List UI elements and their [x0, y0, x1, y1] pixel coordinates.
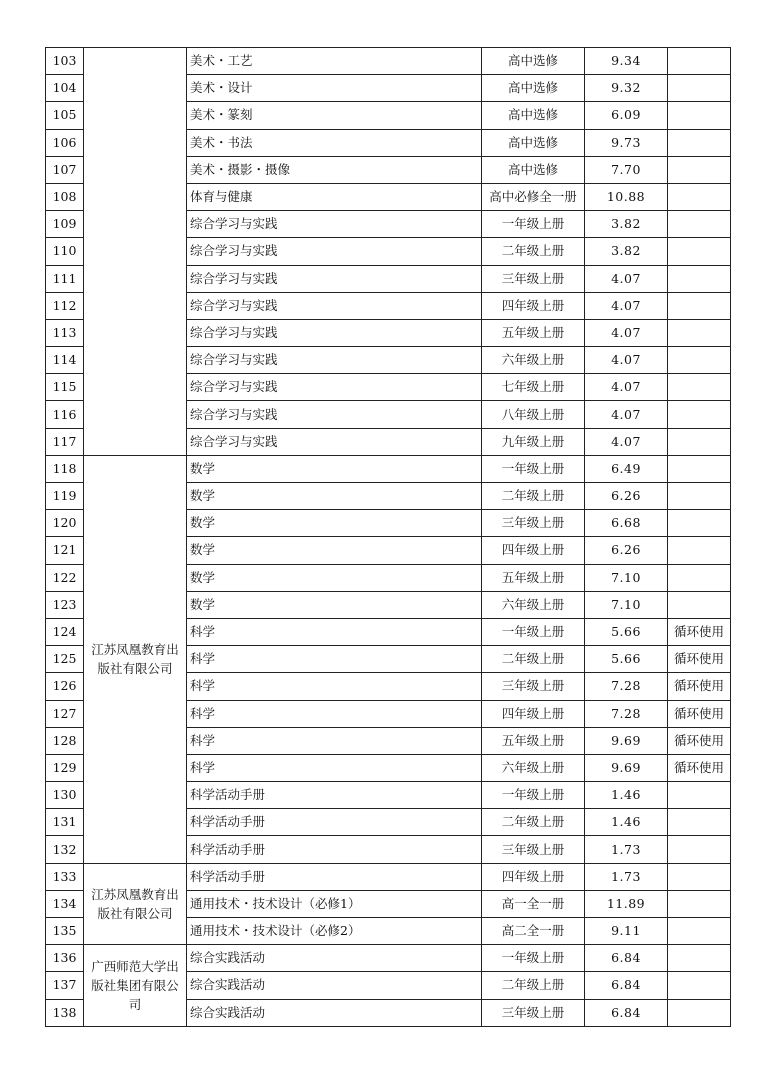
- textbook-name-cell: 数学: [187, 564, 482, 591]
- table-row: [46, 863, 731, 890]
- price-cell: 6.26: [585, 483, 668, 510]
- price-cell: 6.84: [585, 972, 668, 999]
- price-cell: 5.66: [585, 646, 668, 673]
- row-number-cell: 105: [46, 102, 84, 129]
- row-number-cell: 121: [46, 537, 84, 564]
- remark-cell: [668, 265, 731, 292]
- price-cell: 4.07: [585, 401, 668, 428]
- remark-cell: [668, 292, 731, 319]
- remark-cell: [668, 483, 731, 510]
- row-number-cell: 117: [46, 428, 84, 455]
- grade-cell: 四年级上册: [482, 863, 585, 890]
- price-cell: 4.07: [585, 292, 668, 319]
- grade-cell: 三年级上册: [482, 673, 585, 700]
- remark-cell: [668, 183, 731, 210]
- row-number-cell: 133: [46, 863, 84, 890]
- row-number-cell: 106: [46, 129, 84, 156]
- remark-cell: [668, 863, 731, 890]
- publisher-cell: 广西师范大学出版社集团有限公司: [84, 945, 187, 1027]
- grade-cell: 五年级上册: [482, 727, 585, 754]
- remark-cell: [668, 374, 731, 401]
- remark-cell: [668, 428, 731, 455]
- textbook-name-cell: 科学: [187, 618, 482, 645]
- grade-cell: 三年级上册: [482, 510, 585, 537]
- price-cell: 3.82: [585, 211, 668, 238]
- textbook-name-cell: 数学: [187, 510, 482, 537]
- row-number-cell: 104: [46, 75, 84, 102]
- table-row: [46, 455, 731, 482]
- remark-cell: [668, 347, 731, 374]
- grade-cell: 五年级上册: [482, 319, 585, 346]
- grade-cell: 高二全一册: [482, 918, 585, 945]
- price-cell: 9.69: [585, 754, 668, 781]
- price-cell: 6.26: [585, 537, 668, 564]
- price-cell: 6.09: [585, 102, 668, 129]
- textbook-name-cell: 体育与健康: [187, 183, 482, 210]
- publisher-cell: 江苏凤凰教育出版社有限公司: [84, 863, 187, 945]
- row-number-cell: 125: [46, 646, 84, 673]
- remark-cell: [668, 945, 731, 972]
- textbook-name-cell: 综合学习与实践: [187, 211, 482, 238]
- row-number-cell: 107: [46, 156, 84, 183]
- price-cell: 10.88: [585, 183, 668, 210]
- remark-cell: [668, 455, 731, 482]
- price-cell: 1.46: [585, 809, 668, 836]
- textbook-name-cell: 综合学习与实践: [187, 401, 482, 428]
- textbook-name-cell: 科学: [187, 754, 482, 781]
- row-number-cell: 110: [46, 238, 84, 265]
- row-number-cell: 124: [46, 618, 84, 645]
- row-number-cell: 126: [46, 673, 84, 700]
- remark-cell: 循环使用: [668, 673, 731, 700]
- row-number-cell: 103: [46, 48, 84, 75]
- row-number-cell: 111: [46, 265, 84, 292]
- price-cell: 1.73: [585, 836, 668, 863]
- grade-cell: 二年级上册: [482, 972, 585, 999]
- remark-cell: [668, 809, 731, 836]
- textbook-name-cell: 通用技术・技术设计（必修1）: [187, 890, 482, 917]
- row-number-cell: 114: [46, 347, 84, 374]
- textbook-name-cell: 通用技术・技术设计（必修2）: [187, 918, 482, 945]
- remark-cell: [668, 537, 731, 564]
- textbook-name-cell: 综合实践活动: [187, 945, 482, 972]
- remark-cell: [668, 782, 731, 809]
- textbook-name-cell: 美术・工艺: [187, 48, 482, 75]
- price-cell: 4.07: [585, 428, 668, 455]
- textbook-name-cell: 科学: [187, 700, 482, 727]
- textbook-name-cell: 美术・书法: [187, 129, 482, 156]
- row-number-cell: 119: [46, 483, 84, 510]
- grade-cell: 高中选修: [482, 129, 585, 156]
- row-number-cell: 127: [46, 700, 84, 727]
- textbook-name-cell: 美术・设计: [187, 75, 482, 102]
- remark-cell: 循环使用: [668, 700, 731, 727]
- row-number-cell: 136: [46, 945, 84, 972]
- price-cell: 11.89: [585, 890, 668, 917]
- textbook-name-cell: 科学: [187, 646, 482, 673]
- row-number-cell: 112: [46, 292, 84, 319]
- textbook-name-cell: 科学: [187, 727, 482, 754]
- remark-cell: [668, 890, 731, 917]
- row-number-cell: 122: [46, 564, 84, 591]
- remark-cell: [668, 319, 731, 346]
- remark-cell: 循环使用: [668, 754, 731, 781]
- row-number-cell: 108: [46, 183, 84, 210]
- price-cell: 7.10: [585, 591, 668, 618]
- price-cell: 9.34: [585, 48, 668, 75]
- row-number-cell: 129: [46, 754, 84, 781]
- grade-cell: 高中选修: [482, 48, 585, 75]
- remark-cell: [668, 75, 731, 102]
- grade-cell: 高中选修: [482, 102, 585, 129]
- textbook-name-cell: 美术・篆刻: [187, 102, 482, 129]
- price-cell: 7.10: [585, 564, 668, 591]
- row-number-cell: 130: [46, 782, 84, 809]
- row-number-cell: 134: [46, 890, 84, 917]
- grade-cell: 三年级上册: [482, 265, 585, 292]
- grade-cell: 八年级上册: [482, 401, 585, 428]
- row-number-cell: 132: [46, 836, 84, 863]
- textbook-name-cell: 科学活动手册: [187, 836, 482, 863]
- grade-cell: 三年级上册: [482, 836, 585, 863]
- grade-cell: 二年级上册: [482, 809, 585, 836]
- remark-cell: [668, 129, 731, 156]
- textbook-name-cell: 综合学习与实践: [187, 265, 482, 292]
- price-cell: 3.82: [585, 238, 668, 265]
- textbook-name-cell: 综合学习与实践: [187, 347, 482, 374]
- price-cell: 9.11: [585, 918, 668, 945]
- publisher-cell: [84, 48, 187, 456]
- price-cell: 4.07: [585, 319, 668, 346]
- row-number-cell: 120: [46, 510, 84, 537]
- table-row: [46, 945, 731, 972]
- grade-cell: 高中必修全一册: [482, 183, 585, 210]
- textbook-name-cell: 综合学习与实践: [187, 238, 482, 265]
- grade-cell: 二年级上册: [482, 238, 585, 265]
- remark-cell: [668, 564, 731, 591]
- row-number-cell: 115: [46, 374, 84, 401]
- price-cell: 6.49: [585, 455, 668, 482]
- price-cell: 6.84: [585, 999, 668, 1026]
- price-cell: 9.69: [585, 727, 668, 754]
- remark-cell: [668, 836, 731, 863]
- grade-cell: 高中选修: [482, 156, 585, 183]
- textbook-name-cell: 科学活动手册: [187, 782, 482, 809]
- grade-cell: 一年级上册: [482, 618, 585, 645]
- price-cell: 7.28: [585, 700, 668, 727]
- textbook-name-cell: 科学活动手册: [187, 863, 482, 890]
- textbook-name-cell: 综合学习与实践: [187, 374, 482, 401]
- price-cell: 7.70: [585, 156, 668, 183]
- textbook-name-cell: 数学: [187, 455, 482, 482]
- row-number-cell: 138: [46, 999, 84, 1026]
- price-cell: 4.07: [585, 374, 668, 401]
- price-cell: 6.84: [585, 945, 668, 972]
- grade-cell: 七年级上册: [482, 374, 585, 401]
- row-number-cell: 113: [46, 319, 84, 346]
- grade-cell: 高中选修: [482, 75, 585, 102]
- textbook-name-cell: 综合实践活动: [187, 999, 482, 1026]
- grade-cell: 一年级上册: [482, 455, 585, 482]
- remark-cell: [668, 999, 731, 1026]
- grade-cell: 二年级上册: [482, 646, 585, 673]
- textbook-name-cell: 综合学习与实践: [187, 319, 482, 346]
- grade-cell: 三年级上册: [482, 999, 585, 1026]
- publisher-cell: 江苏凤凰教育出版社有限公司: [84, 455, 187, 863]
- row-number-cell: 135: [46, 918, 84, 945]
- remark-cell: 循环使用: [668, 646, 731, 673]
- grade-cell: 六年级上册: [482, 347, 585, 374]
- textbook-name-cell: 综合学习与实践: [187, 428, 482, 455]
- textbook-name-cell: 美术・摄影・摄像: [187, 156, 482, 183]
- remark-cell: [668, 401, 731, 428]
- remark-cell: [668, 918, 731, 945]
- price-cell: 7.28: [585, 673, 668, 700]
- remark-cell: [668, 510, 731, 537]
- remark-cell: 循环使用: [668, 727, 731, 754]
- grade-cell: 四年级上册: [482, 700, 585, 727]
- textbook-name-cell: 数学: [187, 537, 482, 564]
- price-cell: 1.46: [585, 782, 668, 809]
- row-number-cell: 118: [46, 455, 84, 482]
- textbook-name-cell: 综合学习与实践: [187, 292, 482, 319]
- textbook-name-cell: 数学: [187, 483, 482, 510]
- remark-cell: [668, 211, 731, 238]
- row-number-cell: 123: [46, 591, 84, 618]
- remark-cell: [668, 238, 731, 265]
- grade-cell: 一年级上册: [482, 782, 585, 809]
- remark-cell: [668, 156, 731, 183]
- remark-cell: 循环使用: [668, 618, 731, 645]
- grade-cell: 一年级上册: [482, 945, 585, 972]
- price-cell: 9.32: [585, 75, 668, 102]
- grade-cell: 五年级上册: [482, 564, 585, 591]
- row-number-cell: 137: [46, 972, 84, 999]
- price-cell: 1.73: [585, 863, 668, 890]
- price-cell: 5.66: [585, 618, 668, 645]
- remark-cell: [668, 591, 731, 618]
- grade-cell: 四年级上册: [482, 537, 585, 564]
- textbook-name-cell: 科学: [187, 673, 482, 700]
- textbook-price-table: [45, 47, 731, 1027]
- grade-cell: 六年级上册: [482, 754, 585, 781]
- row-number-cell: 128: [46, 727, 84, 754]
- grade-cell: 九年级上册: [482, 428, 585, 455]
- textbook-name-cell: 综合实践活动: [187, 972, 482, 999]
- row-number-cell: 131: [46, 809, 84, 836]
- row-number-cell: 116: [46, 401, 84, 428]
- grade-cell: 一年级上册: [482, 211, 585, 238]
- textbook-name-cell: 科学活动手册: [187, 809, 482, 836]
- table-row: [46, 48, 731, 75]
- price-cell: 4.07: [585, 265, 668, 292]
- price-cell: 9.73: [585, 129, 668, 156]
- price-cell: 6.68: [585, 510, 668, 537]
- remark-cell: [668, 972, 731, 999]
- remark-cell: [668, 102, 731, 129]
- price-cell: 4.07: [585, 347, 668, 374]
- grade-cell: 四年级上册: [482, 292, 585, 319]
- grade-cell: 六年级上册: [482, 591, 585, 618]
- remark-cell: [668, 48, 731, 75]
- table-body: [46, 48, 731, 1027]
- row-number-cell: 109: [46, 211, 84, 238]
- grade-cell: 二年级上册: [482, 483, 585, 510]
- textbook-name-cell: 数学: [187, 591, 482, 618]
- grade-cell: 高一全一册: [482, 890, 585, 917]
